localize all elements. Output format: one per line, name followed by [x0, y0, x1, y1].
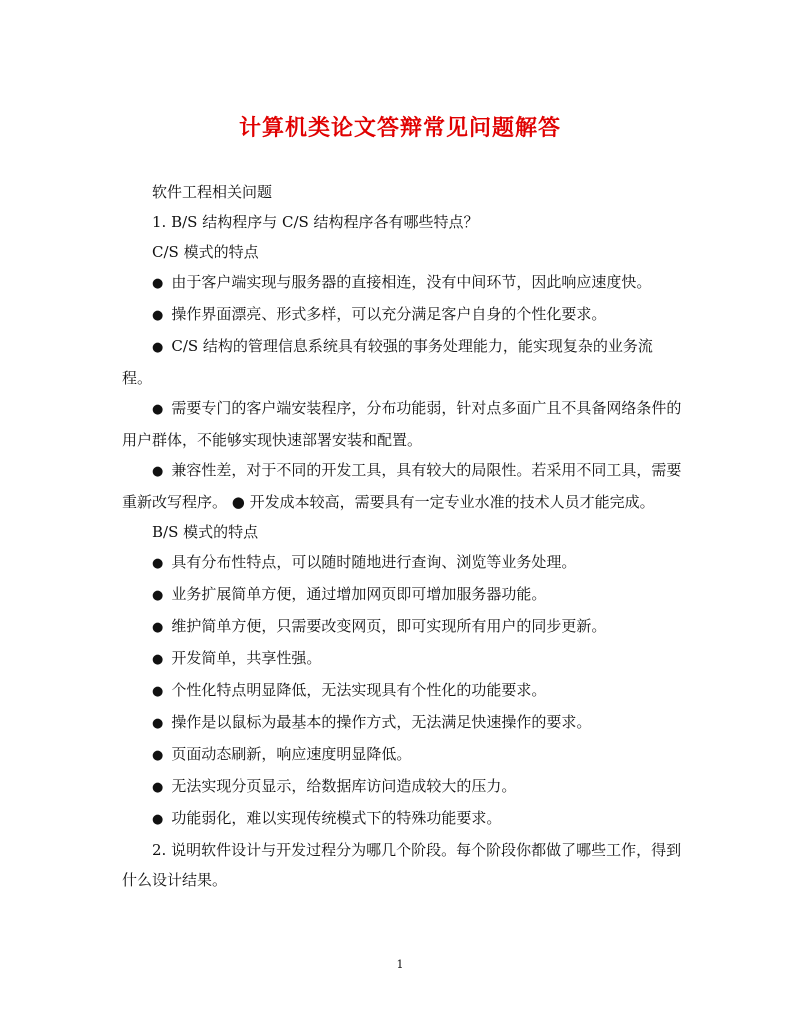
bullet-icon: ● [152, 308, 164, 323]
bullet-icon: ● [152, 812, 164, 827]
paragraph-text: 开发简单，共享性强。 [171, 649, 322, 667]
bullet-paragraph [122, 331, 682, 393]
paragraph-text: 由于客户端实现与服务器的直接相连，没有中间环节，因此响应速度快。 [171, 273, 652, 291]
bullet-icon: ● [152, 556, 164, 571]
bullet-paragraph [122, 707, 682, 739]
paragraph-text: 软件工程相关问题 [152, 183, 273, 201]
bullet-icon: ● [152, 276, 164, 291]
bullet-icon: ● [152, 464, 164, 479]
paragraph-text: 无法实现分页显示，给数据库访问造成较大的压力。 [171, 777, 517, 795]
paragraph-text: 2. 说明软件设计与开发过程分为哪几个阶段。每个阶段你都做了哪些工作，得到什么设计结果。 [122, 841, 682, 889]
bullet-paragraph [122, 643, 682, 675]
document-title: 计算机类论文答辩常见问题解答 [238, 115, 561, 141]
paragraph [122, 517, 682, 547]
bullet-icon: ● [152, 620, 164, 635]
bullet-icon: ● [152, 402, 164, 417]
paragraph [122, 237, 682, 267]
bullet-icon: ● [152, 716, 164, 731]
bullet-icon: ● [152, 748, 164, 763]
paragraph-text: 业务扩展简单方便，通过增加网页即可增加服务器功能。 [171, 585, 547, 603]
bullet-icon: ● [152, 588, 164, 603]
bullet-paragraph [122, 455, 682, 517]
bullet-paragraph [122, 771, 682, 803]
paragraph-text: 功能弱化，难以实现传统模式下的特殊功能要求。 [171, 809, 502, 827]
bullet-icon: ● [152, 340, 164, 355]
bullet-paragraph [122, 803, 682, 835]
paragraph-text: 维护简单方便，只需要改变网页，即可实现所有用户的同步更新。 [171, 617, 607, 635]
paragraph-text: 个性化特点明显降低，无法实现具有个性化的功能要求。 [171, 681, 547, 699]
bullet-paragraph [122, 267, 682, 299]
paragraph [122, 835, 682, 895]
bullet-paragraph [122, 611, 682, 643]
bullet-paragraph [122, 547, 682, 579]
document-body [122, 177, 682, 895]
paragraph [122, 177, 682, 207]
paragraph-text: C/S 结构的管理信息系统具有较强的事务处理能力，能实现复杂的业务流程。 [122, 337, 653, 387]
page-number: 1 [396, 958, 404, 971]
paragraph-text: B/S 模式的特点 [152, 523, 259, 541]
bullet-paragraph [122, 675, 682, 707]
paragraph-text: 1. B/S 结构程序与 C/S 结构程序各有哪些特点？ [152, 213, 479, 231]
paragraph [122, 207, 682, 237]
bullet-icon: ● [152, 684, 164, 699]
bullet-icon: ● [152, 652, 164, 667]
bullet-icon: ● [152, 780, 164, 795]
paragraph-text: C/S 模式的特点 [152, 243, 259, 261]
bullet-paragraph [122, 579, 682, 611]
paragraph-text: 操作是以鼠标为最基本的操作方式，无法满足快速操作的要求。 [171, 713, 592, 731]
paragraph-text: 兼容性差，对于不同的开发工具，具有较大的局限性。若采用不同工具，需要重新改写程序。 ● 开发成本较高，需要具有一定专业水准的技术人员才能完成。 [122, 461, 682, 511]
paragraph-text: 需要专门的客户端安装程序，分布功能弱，针对点多面广且不具备网络条件的用户群体，不能够实现快速部署安装和配置。 [122, 399, 682, 449]
bullet-paragraph [122, 739, 682, 771]
paragraph-text: 具有分布性特点，可以随时随地进行查询、浏览等业务处理。 [171, 553, 577, 571]
bullet-paragraph [122, 299, 682, 331]
paragraph-text: 操作界面漂亮、形式多样，可以充分满足客户自身的个性化要求。 [171, 305, 607, 323]
bullet-paragraph [122, 393, 682, 455]
paragraph-text: 页面动态刷新，响应速度明显降低。 [171, 745, 412, 763]
